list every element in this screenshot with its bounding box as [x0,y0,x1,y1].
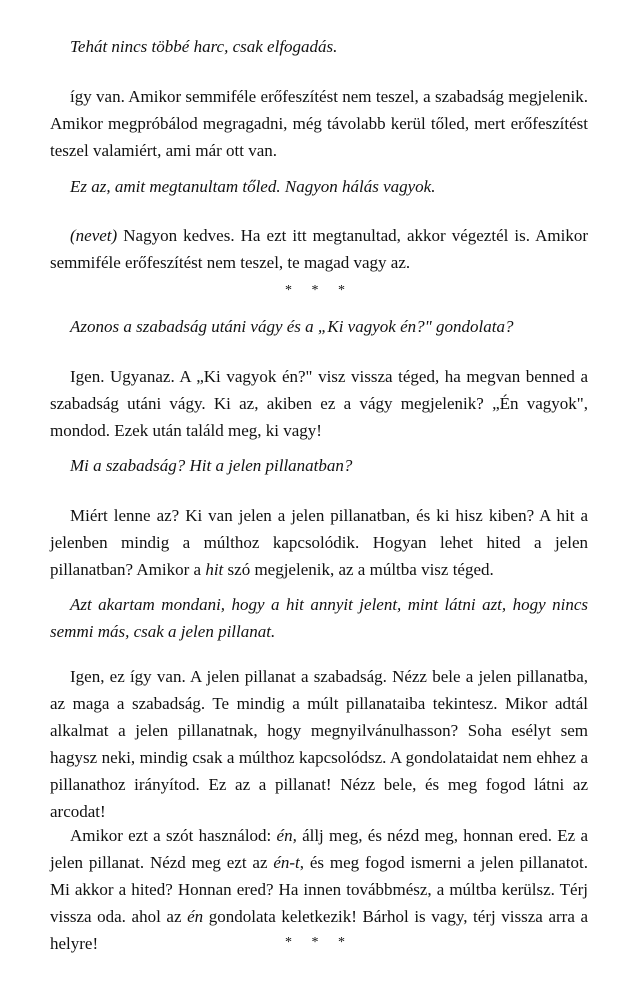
question-5: Azt akartam mondani, hogy a hit annyit jelent, mint látni azt, hogy nincs semmi más, csak a jelen pillanat. [50,595,588,641]
answer-6-text-a: Amikor ezt a szót használod: [70,826,277,845]
section-separator-1: * * * [285,283,353,298]
question-4: Mi a szabadság? Hit a jelen pillanatban? [70,456,353,475]
question-3: Azonos a szabadság utáni vágy és a „Ki vagyok én?" gondolata? [70,317,514,336]
section-separator-2: * * * [285,935,353,950]
answer-5: Igen, ez így van. A jelen pillanat a szabadság. Nézz bele a jelen pillanatba, az maga a szabadság. Te mindig a múlt pillanataiba tekintesz. Mikor adtál alkalmat a jelen pillanatnak, hogy megnyilvánulhasson? Soha esélyt sem hagysz neki, mindig csak a múlthoz kapcsolódsz. A gondolataidat nem ehhez a pillanathoz irányítod. Ez az a pillanat! Nézz bele, és meg fogod látni az arcodat! [50,667,588,821]
answer-4-text-b: szó megjelenik, az a múltba visz téged. [223,560,494,579]
answer-2 [50,222,588,276]
answer-6-text-c: , és meg fogod ismerni a jelen pillanatot. Mi akkor a hited? Honnan ered? Ha innen továbbmész, a múltba kerülsz. Térj vissza oda. ahol az [50,853,589,926]
answer-4-emphasis: hit [205,560,224,579]
stage-direction: (nevet) [70,226,118,245]
answer-3: Igen. Ugyanaz. A „Ki vagyok én?" visz vissza téged, ha megvan benned a szabadság utáni vágy. Ki az, akiben ez a vágy megjelenik? „Én vagyok", mondod. Ezek után találd meg, ki vagy! [50,367,588,440]
question-2: Ez az, amit megtanultam tőled. Nagyon hálás vagyok. [70,177,436,196]
answer-4-text-a: Miért lenne az? Ki van jelen a jelen pillanatban, és ki hisz kiben? A hit a jelenben mindig a múlthoz kapcsolódik. Hogyan lehet hited a jelen pillanatban? Amikor a [50,506,588,579]
answer-4 [50,502,588,583]
answer-6-text-d: gondolata keletkezik! Bárhol is vagy, térj vissza arra a helyre! [50,907,589,953]
answer-1: így van. Amikor semmiféle erőfeszítést nem teszel, a szabadság megjelenik. Amikor megpróbálod megragadni, még távolabb kerül tőled, mert erőfeszítést teszel valamiért, ami már ott van. [50,87,588,160]
answer-2-text: Nagyon kedves. Ha ezt itt megtanultad, akkor végeztél is. Amikor semmiféle erőfeszítést nem teszel, te magad vagy az. [50,226,588,272]
question-1: Tehát nincs többé harc, csak elfogadás. [70,37,338,56]
answer-6-emphasis-c: én [187,907,204,926]
answer-6-emphasis-b: én-t [273,853,300,872]
answer-6-text-b: állj meg, és nézd meg, honnan ered. Ez a jelen pillanat. Nézd meg ezt az [50,826,589,872]
answer-6-emphasis-a: én, [276,826,297,845]
